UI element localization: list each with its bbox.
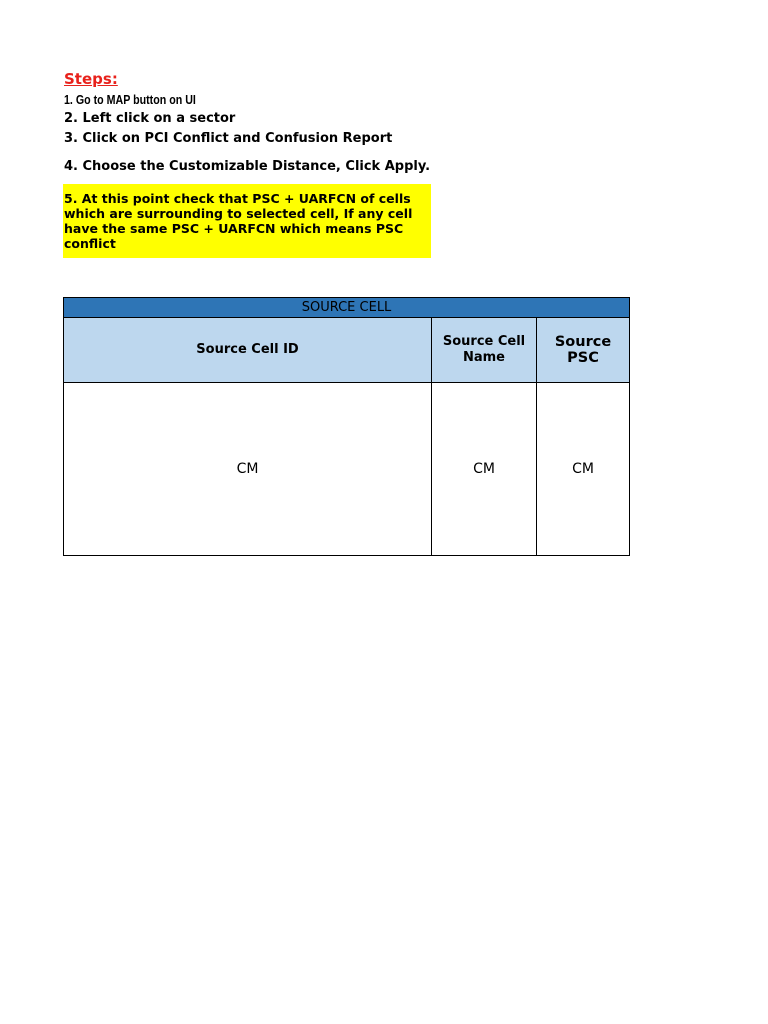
source-cell-table (63, 297, 630, 556)
cell-source-cell-id: CM (64, 383, 432, 556)
step-3: 3. Click on PCI Conflict and Confusion Report (64, 131, 393, 146)
column-header-source-psc: Source PSC (537, 318, 630, 383)
steps-title: Steps: (64, 70, 118, 88)
step-1: 1. Go to MAP button on UI (64, 92, 196, 107)
table-row (64, 383, 630, 556)
column-header-source-cell-id: Source Cell ID (64, 318, 432, 383)
step-4: 4. Choose the Customizable Distance, Click Apply. (64, 159, 431, 174)
step-5-highlight-note: 5. At this point check that PSC + UARFCN of cells which are surrounding to selected cell, If any cell have the same PSC + UARFCN which means PSC conflict (63, 184, 431, 258)
table-section-header-row (64, 298, 630, 318)
step-2: 2. Left click on a sector (64, 111, 236, 126)
cell-source-cell-name: CM (432, 383, 537, 556)
table-column-header-row (64, 318, 630, 383)
cell-source-psc: CM (537, 383, 630, 556)
source-cell-header: SOURCE CELL (64, 298, 630, 318)
column-header-source-cell-name: Source Cell Name (432, 318, 537, 383)
